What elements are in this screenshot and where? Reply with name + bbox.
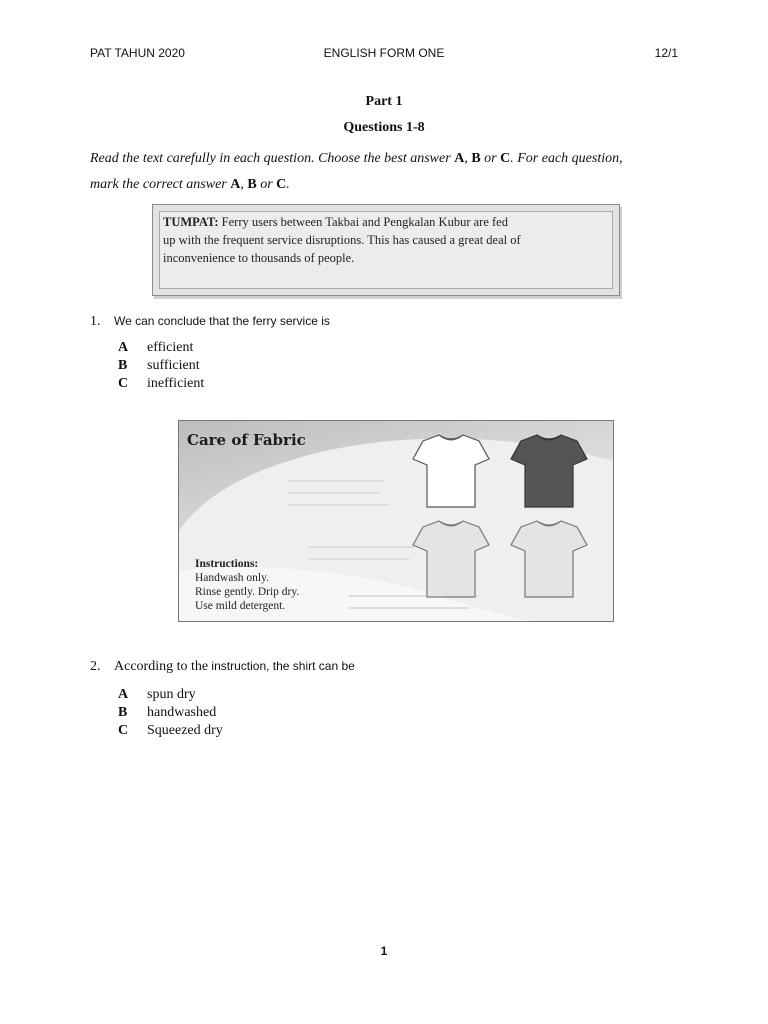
passage-line-2: up with the frequent service disruptions. This has caused a great deal of [163, 233, 521, 247]
instruction-option-letter: B [471, 151, 481, 166]
header-right: 12/1 [654, 46, 678, 60]
part-title: Part 1 [365, 94, 403, 109]
instruction-text-part: mark the correct answer [90, 177, 231, 192]
page-number: 1 [380, 944, 388, 958]
instruction-text-part: Read the text carefully in each question. Choose the best answer [90, 151, 455, 166]
question-2-options [118, 686, 223, 740]
passage-line-3: inconvenience to thousands of people. [163, 251, 355, 265]
fabric-instructions [195, 557, 299, 613]
option-text: efficient [147, 340, 194, 355]
option-a[interactable] [118, 686, 223, 704]
questions-title: Questions 1-8 [343, 120, 425, 135]
instruction-text-part: , [240, 177, 248, 192]
option-text: sufficient [147, 358, 200, 373]
question-number: 2. [90, 659, 101, 674]
option-text: handwashed [147, 705, 217, 720]
passage-line-1-text: Ferry users between Takbai and Pengkalan Kubur are fed [218, 215, 508, 229]
instruction-text-part: or [256, 177, 277, 192]
option-letter: C [118, 723, 129, 738]
instruction-option-letter: C [500, 151, 511, 166]
option-letter: B [118, 705, 128, 720]
fabric-instructions-title: Instructions: [195, 558, 259, 570]
option-a[interactable] [118, 339, 204, 357]
instruction-option-letter: B [247, 177, 257, 192]
page-header [90, 46, 678, 66]
news-passage-box [152, 204, 620, 296]
fabric-instruction-line: Use mild detergent. [195, 600, 286, 612]
question-2-stem [90, 659, 355, 675]
instruction-text-part: . [286, 177, 290, 192]
option-text: Squeezed dry [147, 723, 223, 738]
option-letter: C [118, 376, 129, 391]
option-text: spun dry [147, 687, 196, 702]
option-c[interactable] [118, 722, 223, 740]
fabric-instruction-line: Rinse gently. Drip dry. [195, 586, 300, 598]
instruction-text-part: , [464, 151, 472, 166]
option-b[interactable] [118, 357, 204, 375]
option-text: inefficient [147, 376, 205, 391]
question-text-serif: According to the [114, 659, 209, 674]
option-b[interactable] [118, 704, 223, 722]
question-1-options [118, 339, 204, 393]
instruction-line-2 [90, 172, 690, 198]
header-center: ENGLISH FORM ONE [323, 46, 445, 60]
option-letter: A [118, 687, 129, 702]
care-of-fabric-image [178, 420, 614, 622]
news-passage-text [163, 213, 603, 267]
passage-line-1 [163, 213, 603, 231]
option-c[interactable] [118, 375, 204, 393]
instruction-option-letter: A [454, 151, 465, 166]
option-letter: B [118, 358, 128, 373]
instruction-text-part: or [480, 151, 501, 166]
instruction-option-letter: C [276, 177, 287, 192]
question-text: We can conclude that the ferry service is [114, 314, 330, 328]
option-letter: A [118, 340, 129, 355]
question-number: 1. [90, 314, 101, 329]
fabric-title: Care of Fabric [187, 431, 306, 449]
question-1-stem [90, 314, 330, 330]
instruction-text [90, 146, 690, 198]
passage-lead: TUMPAT: [163, 215, 219, 229]
instruction-option-letter: A [230, 177, 241, 192]
instruction-line-1 [90, 146, 690, 172]
fabric-instruction-line: Handwash only. [195, 572, 269, 584]
question-text: instruction, the shirt can be [208, 659, 355, 673]
instruction-text-part: . For each question, [510, 151, 623, 166]
header-left: PAT TAHUN 2020 [90, 46, 185, 60]
